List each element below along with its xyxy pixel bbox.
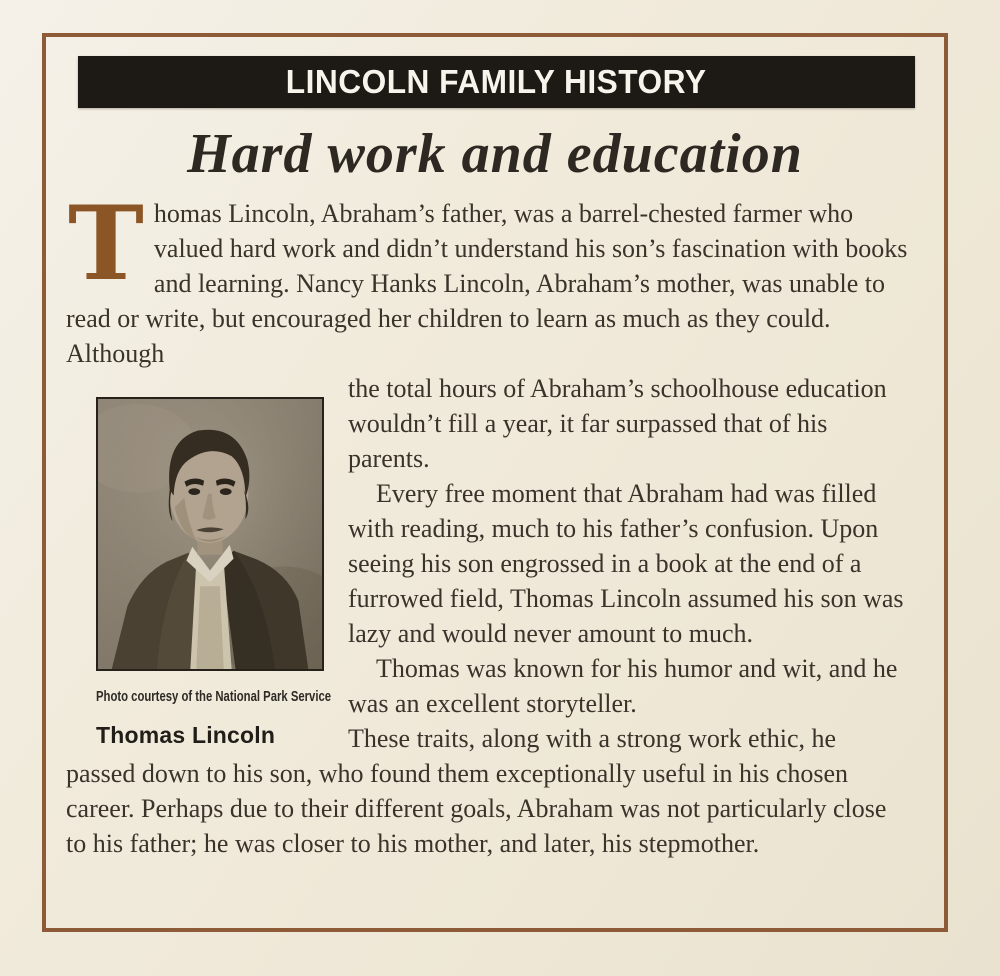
photo-caption	[96, 680, 332, 753]
banner	[78, 56, 915, 108]
portrait-figure	[96, 397, 332, 753]
dropcap-letter: T	[68, 184, 144, 304]
page-title: Hard work and education	[187, 123, 803, 185]
photo-credit: Photo courtesy of the National Park Service	[96, 689, 332, 705]
paragraph-4: These traits, along with a strong work ethic, he passed down to his son, who found them exceptionally useful in his chosen career. Perhaps due to their different goals, Abraham was not particularly close to his father; he was closer to his mother, and later, his stepmother.	[66, 724, 887, 858]
paragraph-1-continued: the total hours of Abraham’s schoolhouse education wouldn’t fill a year, it far surpassed that of his parents.	[348, 374, 887, 473]
article-body	[66, 184, 908, 861]
thomas-lincoln-photo	[96, 397, 324, 671]
banner-label: LINCOLN FAMILY HISTORY	[286, 63, 707, 100]
portrait-illustration	[98, 399, 322, 669]
paragraph-1-text: homas Lincoln, Abraham’s father, was a barrel-chested farmer who valued hard work and didn’t understand his son’s fascination with books and learning. Nancy Hanks Lincoln, Abraham’s mother, was unable to read or write, but encouraged her children to learn as much as they could. Although	[66, 199, 908, 368]
photo-name: Thomas Lincoln	[96, 722, 276, 748]
paragraph-2: Every free moment that Abraham had was filled with reading, much to his father’s confusion. Upon seeing his son engrossed in a book at the end of a furrowed field, Thomas Lincoln assumed his son was lazy and would never amount to much.	[348, 479, 904, 648]
paragraph-3: Thomas was known for his humor and wit, and he was an excellent storyteller.	[348, 654, 898, 718]
paragraph-1	[66, 184, 908, 371]
border-frame	[42, 33, 948, 932]
